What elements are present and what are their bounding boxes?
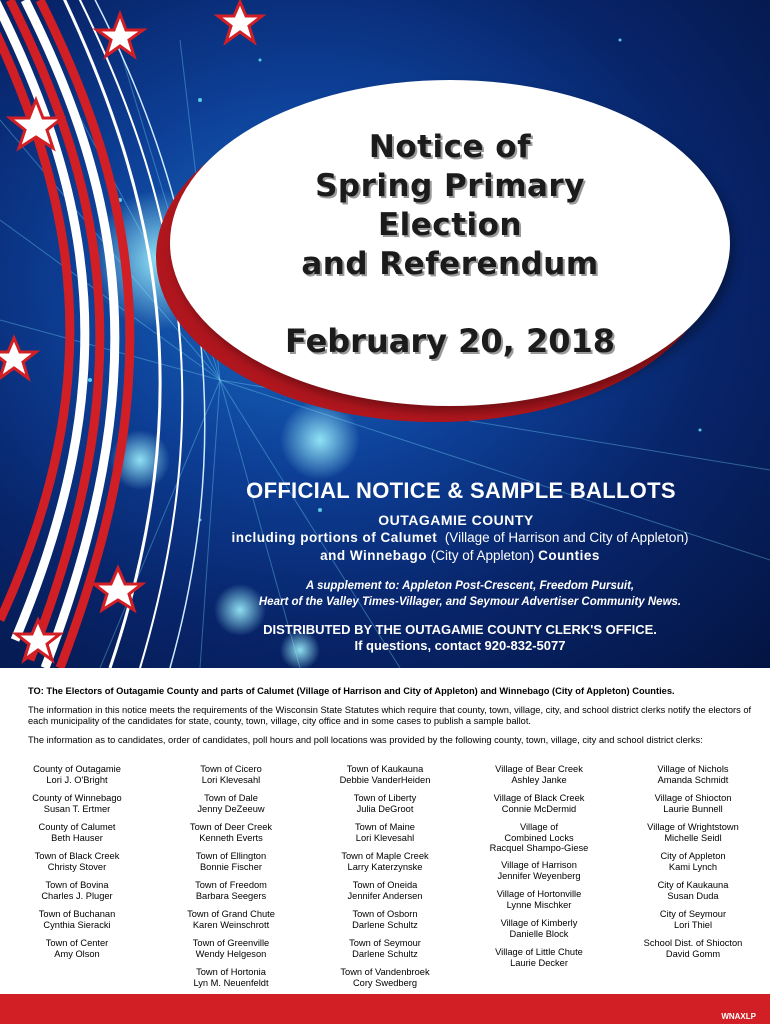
clerk-entry (618, 764, 768, 793)
clerk-municipality: Village of Nichols (657, 764, 729, 774)
clerk-name: Lori Klevesahl (201, 774, 261, 785)
clerk-name: Karen Weinschrott (192, 919, 270, 930)
clerk-name: Laurie Decker (510, 957, 568, 968)
clerk-entry (464, 793, 614, 822)
clerk-name: Darlene Schultz (352, 919, 418, 930)
clerk-entry (156, 822, 306, 851)
electors-addressee: TO: The Electors of Outagamie County and parts of Calumet (Village of Harrison and City of Appleton) and Winnebago (City of Appleton) Counties. (28, 686, 675, 696)
clerk-entry (156, 764, 306, 793)
clerk-municipality: Town of Bovina (45, 880, 109, 890)
clerk-municipality: Town of Cicero (200, 764, 262, 774)
clerk-municipality: Town of Kaukauna (346, 764, 424, 774)
clerk-name: Barbara Seegers (195, 890, 267, 901)
clerk-municipality: Town of Maple Creek (341, 851, 429, 861)
clerk-entry (464, 860, 614, 889)
clerk-entry (310, 967, 460, 996)
clerk-column-5 (618, 764, 768, 967)
contact-phone: If questions, contact 920-832-5077 (354, 638, 566, 653)
clerk-entry (310, 793, 460, 822)
clerk-municipality: Village of Harrison (501, 860, 577, 870)
clerk-entry (310, 851, 460, 880)
clerk-name: Michelle Seidl (664, 832, 722, 843)
clerk-municipality: Town of Dale (204, 793, 258, 803)
clerk-entry (310, 909, 460, 938)
clerk-entry (464, 764, 614, 793)
clerk-entry (156, 938, 306, 967)
clerk-name: Susan T. Ertmer (43, 803, 111, 814)
clerk-municipality: Village of Kimberly (500, 918, 578, 928)
clerk-municipality: City of Appleton (660, 851, 726, 861)
clerk-municipality: Village of Wrightstown (647, 822, 739, 832)
clerk-entry (2, 909, 152, 938)
clerk-entry (2, 822, 152, 851)
clerk-municipality: Town of Osborn (352, 909, 418, 919)
clerk-entry (310, 764, 460, 793)
clerk-municipality: Town of Deer Creek (189, 822, 273, 832)
clerk-name: Susan Duda (667, 890, 719, 901)
clerk-municipality: Town of Grand Chute (187, 909, 275, 919)
clerk-entry (156, 793, 306, 822)
clerk-name: Bonnie Fischer (199, 861, 262, 872)
clerk-municipality: Town of Greenville (192, 938, 270, 948)
clerk-entry (618, 822, 768, 851)
clerk-entry (156, 909, 306, 938)
clerk-name: Jennifer Andersen (347, 890, 423, 901)
clerk-entry (310, 822, 460, 851)
winnebago-line-detail: (City of Appleton) (430, 548, 535, 563)
clerk-municipality: County of Calumet (38, 822, 116, 832)
clerk-municipality: County of Winnebago (32, 793, 122, 803)
clerk-municipality: Town of Maine (355, 822, 415, 832)
supplement-note (170, 578, 770, 610)
clerk-municipality: Town of Freedom (195, 880, 267, 890)
clerk-name: Beth Hauser (51, 832, 103, 843)
clerk-municipality: Town of Center (45, 938, 109, 948)
clerk-name: Debbie VanderHeiden (339, 774, 431, 785)
distributed-by: DISTRIBUTED BY THE OUTAGAMIE COUNTY CLERK'S OFFICE. (263, 622, 657, 637)
county-heading: OUTAGAMIE COUNTY (378, 512, 534, 528)
clerk-name: Christy Stover (47, 861, 107, 872)
clerk-municipality: Village of Black Creek (493, 793, 585, 803)
clerk-name: Amy Olson (54, 948, 100, 959)
clerk-name: Amanda Schmidt (657, 774, 729, 785)
clerk-entry (2, 880, 152, 909)
clerk-municipality: County of Outagamie (33, 764, 121, 774)
clerk-municipality: Town of Seymour (349, 938, 421, 948)
clerk-municipality: Village of Hortonville (496, 889, 582, 899)
clerk-name: Lori Thiel (673, 919, 713, 930)
winnebago-line (150, 548, 770, 563)
clerk-municipality: Town of Liberty (353, 793, 417, 803)
clerk-column-4 (464, 764, 614, 976)
clerk-name: Charles J. Pluger (41, 890, 113, 901)
clerk-name: Lori Klevesahl (355, 832, 415, 843)
clerk-entry (464, 889, 614, 918)
clerk-entry (618, 793, 768, 822)
title-line-3: Election (377, 207, 522, 243)
clerk-entry (618, 851, 768, 880)
title-line-1: Notice of (368, 129, 532, 165)
clerk-name: Laurie Bunnell (663, 803, 723, 814)
clerk-municipality: Town of Black Creek (34, 851, 120, 861)
clerk-municipality: City of Seymour (659, 909, 727, 919)
clerk-name: Wendy Helgeson (195, 948, 267, 959)
clerk-name: Kenneth Everts (199, 832, 263, 843)
clerk-name: Jenny DeZeeuw (197, 803, 265, 814)
title-line-2: Spring Primary (315, 168, 585, 204)
supplement-line-1: A supplement to: Appleton Post-Crescent, Freedom Pursuit, (305, 580, 635, 592)
clerk-name: Kami Lynch (668, 861, 718, 872)
clerk-name: Julia DeGroot (356, 803, 414, 814)
clerk-name: Connie McDermid (501, 803, 577, 814)
clerk-municipality: Town of Buchanan (38, 909, 116, 919)
clerk-name: Larry Katerzynske (347, 861, 423, 872)
clerk-entry (156, 851, 306, 880)
footer-code: WNAXLP (721, 1012, 756, 1021)
clerk-entry (464, 947, 614, 976)
winnebago-line-bold: and Winnebago (320, 548, 427, 563)
clerk-municipality: Town of Vandenbroek (340, 967, 430, 977)
election-date: February 20, 2018 (285, 322, 615, 360)
clerk-name: Lynne Mischker (506, 899, 572, 910)
clerks-intro-paragraph: The information as to candidates, order of candidates, poll hours and poll locations was provided by the following county, town, village, city and school district clerks: (28, 735, 703, 745)
clerk-entry (618, 880, 768, 909)
clerk-entry (2, 793, 152, 822)
clerk-name: Cynthia Sieracki (43, 919, 111, 930)
clerk-entry (618, 909, 768, 938)
statute-paragraph: The information in this notice meets the requirements of the Wisconsin State Statutes which require that county, town, village, city, and school district clerks notify the electors of each municipality of the candidates for state, county, town, village, city office and in some cases to publish a sample ballot. (28, 705, 752, 726)
clerk-municipality: City of Kaukauna (657, 880, 729, 890)
clerk-municipality: Village of Combined Locks (504, 822, 574, 843)
clerk-municipality: Town of Hortonia (196, 967, 266, 977)
calumet-line (150, 530, 770, 545)
clerk-entry (2, 764, 152, 793)
clerk-entry (618, 938, 768, 967)
title-line-4: and Referendum (301, 246, 599, 282)
calumet-line-bold: including portions of Calumet (231, 530, 438, 545)
clerk-column-2 (156, 764, 306, 996)
clerk-entry (2, 938, 152, 967)
clerk-name: Danielle Block (509, 928, 569, 939)
clerk-name: Darlene Schultz (352, 948, 418, 959)
clerk-entry (2, 851, 152, 880)
clerk-name: Lyn M. Neuenfeldt (193, 977, 269, 988)
clerk-name: Jennifer Weyenberg (497, 870, 581, 881)
clerk-entry (310, 880, 460, 909)
clerk-municipality: Village of Little Chute (495, 947, 583, 957)
clerk-name: Ashley Janke (511, 774, 567, 785)
clerk-column-1 (2, 764, 152, 967)
clerk-name: David Gomm (665, 948, 721, 959)
calumet-line-detail: (Village of Harrison and City of Appleton) (444, 530, 689, 545)
supplement-line-2: Heart of the Valley Times-Villager, and Seymour Advertiser Community News. (258, 596, 682, 608)
clerk-entry (464, 918, 614, 947)
clerk-name: Cory Swedberg (352, 977, 418, 988)
clerk-entry (464, 822, 614, 860)
clerk-entry (310, 938, 460, 967)
winnebago-line-counties: Counties (538, 548, 600, 563)
clerk-column-3 (310, 764, 460, 996)
clerk-municipality: Town of Oneida (352, 880, 418, 890)
clerk-municipality: School Dist. of Shiocton (643, 938, 743, 948)
clerk-name: Racquel Shampo-Giese (489, 843, 589, 853)
clerk-name: Lori J. O'Bright (46, 774, 108, 785)
clerk-municipality: Town of Ellington (195, 851, 267, 861)
footer-bar (0, 994, 770, 1024)
notice-title (240, 128, 660, 284)
clerk-entry (156, 967, 306, 996)
clerk-municipality: Village of Bear Creek (495, 764, 583, 774)
clerk-municipality: Village of Shiocton (654, 793, 732, 803)
clerk-entry (156, 880, 306, 909)
official-notice-heading: OFFICIAL NOTICE & SAMPLE BALLOTS (246, 478, 676, 503)
